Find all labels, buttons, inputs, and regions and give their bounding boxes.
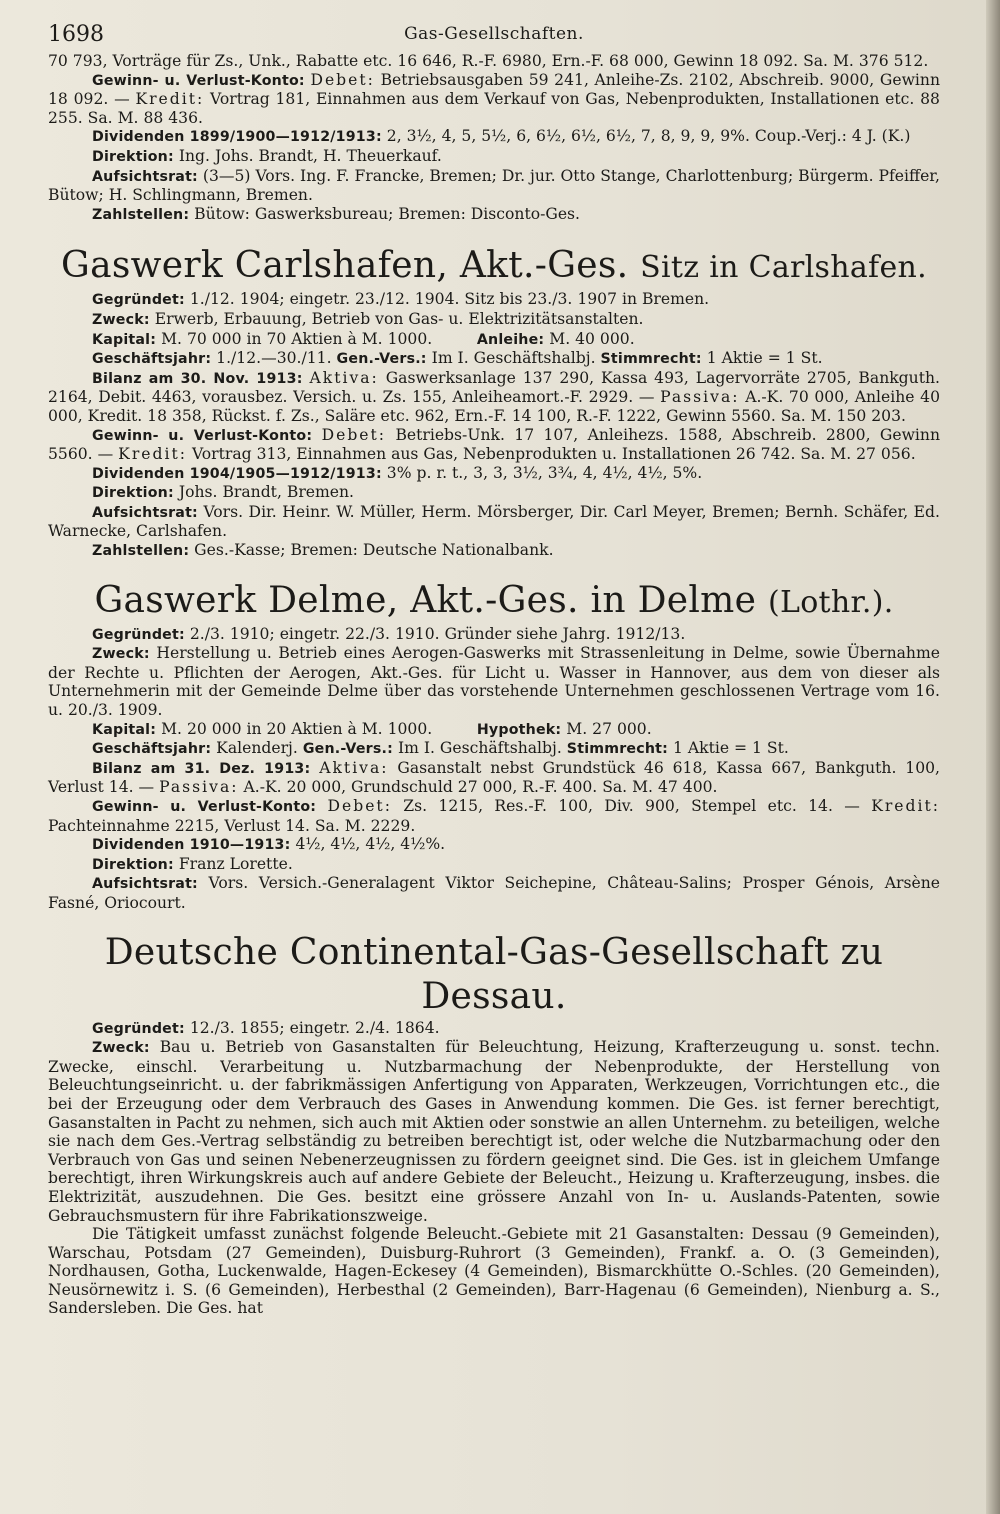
- capital: Kapital: M. 70 000 in 70 Aktien à M. 1000. Anleihe: M. 40 000.: [92, 329, 635, 348]
- company-title: Gaswerk Delme, Akt.-Ges. in Delme (Lothr.).: [94, 579, 894, 621]
- direction: Direktion: Johs. Brandt, Bremen.: [92, 483, 355, 502]
- activity-paragraph: Die Tätigkeit umfasst zunächst folgende Beleucht.-Gebiete mit 21 Gasanstalten: Dessau (9 Gemeinden), Warschau, Potsdam (27 Gemeinden), Duisburg-Ruhrort (3 Gemeinden), Frankf. a. O. (3 Gemeinden), Nordhausen, Gotha, Luckenwalde, Hagen-Eckesey (4 Gemeinden), Bismarckhütte O.-Schles. (20 Gemeinden), Neusörnewitz i. S. (6 Gemeinden), Herbesthal (2 Gemeinden), Barr-Hagenau (6 Gemeinden), Nienburg a. S., Sandersleben. Die Ges. hat: [48, 1225, 940, 1318]
- balance-sheet: Bilanz am 31. Dez. 1913: Aktiva: Gasanstalt nebst Grundstück 46 618, Kassa 667, Bankguth. 100, Verlust 14. — Passiva: A.-K. 20 000, Grundschuld 27 000, R.-F. 400. Sa. M. 47 400.: [48, 758, 941, 797]
- profit-loss: Gewinn- u. Verlust-Konto: Debet: Zs. 1215, Res.-F. 100, Div. 900, Stempel etc. 14. — Kredit: Pachteinnahme 2215, Verlust 14. Sa. M. 2229.: [48, 797, 941, 835]
- supervisory-board: Aufsichtsrat: Vors. Versich.-Generalagent Viktor Seichepine, Château-Salins; Prosper Génois, Arsène Fasné, Oriocourt.: [48, 874, 940, 912]
- prev-supervisory-board: Aufsichtsrat: (3—5) Vors. Ing. F. Francke, Bremen; Dr. jur. Otto Stange, Charlottenburg; Bürgerm. Pfeiffer, Bütow; H. Schlingmann, Bremen.: [48, 166, 940, 205]
- running-head-title: Gas-Gesellschaften.: [404, 24, 584, 44]
- company-title: Gaswerk Carlshafen, Akt.-Ges. Sitz in Carlshafen.: [61, 245, 927, 287]
- direction: Direktion: Franz Lorette.: [92, 854, 293, 873]
- prev-dividends: Dividenden 1899/1900—1912/1913: 2, 3½, 4, 5, 5½, 6, 6½, 6½, 6½, 7, 8, 9, 9, 9%. Coup.-Verj.: 4 J. (K.): [92, 127, 911, 146]
- purpose: Zweck: Bau u. Betrieb von Gasanstalten für Beleuchtung, Heizung, Krafterzeugung u. sonst. techn. Zwecke, einschl. Verarbeitung u. Nutzbarmachung der Nebenprodukte, der Herstellung von Beleuchtungseinricht. u. der fabrikmässigen Anfertigung von Apparaten, Werkzeugen, Vorrichtungen etc., die bei der Erzeugung oder dem Verbrauch des Gases in Anwendung kommen. Die Ges. ist ferner berechtigt, Gasanstalten in Pacht zu nehmen, sich auch mit Aktien oder sonstwie an allen Unternehm. zu beteiligen, welche sie nach dem Ges.-Vertrag selbständig zu betreiben berechtigt ist, oder welche die Nutzbarmachung oder den Verbrauch von Gas und seinen Nebenerzeugnissen zu fördern geeignet sind. Die Ges. ist in gleichem Umfange berechtigt, ihren Wirkungskreis auch auf andere Gebiete der Beleucht., Heizung u. Krafterzeugung, insbes. die Elektrizität, auszudehnen. Die Ges. besitzt eine grössere Anzahl von In- u. Auslands-Patenten, sowie Gebrauchsmustern für ihre Fabrikationszweige.: [48, 1038, 940, 1225]
- founded: Gegründet: 2./3. 1910; eingetr. 22./3. 1910. Gründer siehe Jahrg. 1912/13.: [92, 624, 686, 643]
- entry-gaswerk-delme: [48, 579, 940, 913]
- fiscal-year: Geschäftsjahr: 1./12.—30./11. Gen.-Vers.: Im I. Geschäftshalbj. Stimmrecht: 1 Aktie = 1 St.: [92, 349, 823, 368]
- founded: Gegründet: 12./3. 1855; eingetr. 2./4. 1864.: [92, 1018, 440, 1037]
- previous-entry-continuation: [48, 52, 940, 224]
- purpose: Zweck: Herstellung u. Betrieb eines Aerogen-Gaswerks mit Strassenleitung in Delme, sowie Übernahme der Rechte u. Pflichten der Aerogen, Akt.-Ges. für Licht u. Wasser in Hannover, aus dem von dieser als Unternehmerin mit der Gemeinde Delme über das vorstehende Unternehmen geschlossenen Vertrage vom 16. u. 20./3. 1909.: [48, 644, 940, 720]
- fiscal-year: Geschäftsjahr: Kalenderj. Gen.-Vers.: Im I. Geschäftshalbj. Stimmrecht: 1 Aktie = 1 St.: [92, 739, 789, 758]
- prev-profit-loss: Gewinn- u. Verlust-Konto: Debet: Betriebsausgaben 59 241, Anleihe-Zs. 2102, Abschreib. 9000, Gewinn 18 092. — Kredit: Vortrag 181, Einnahmen aus dem Verkauf von Gas, Nebenprodukten, Installationen etc. 88 255. Sa. M. 88 436.: [48, 70, 941, 127]
- paying-agents: Zahlstellen: Ges.-Kasse; Bremen: Deutsche Nationalbank.: [92, 541, 554, 560]
- entry-deutsche-continental-gas: [48, 931, 940, 1319]
- supervisory-board: Aufsichtsrat: Vors. Dir. Heinr. W. Müller, Herm. Mörsberger, Dir. Carl Meyer, Bremen; Bernh. Schäfer, Ed. Warnecke, Carlshafen.: [48, 502, 940, 541]
- book-spine-shadow: [986, 0, 1000, 1514]
- company-title: Deutsche Continental-Gas-Gesellschaft zu Dessau.: [104, 931, 884, 1017]
- prev-direction: Direktion: Ing. Johs. Brandt, H. Theuerkauf.: [92, 146, 442, 165]
- capital: Kapital: M. 20 000 in 20 Aktien à M. 1000. Hypothek: M. 27 000.: [92, 719, 652, 738]
- page-number: 1698: [48, 22, 104, 47]
- purpose: Zweck: Erwerb, Erbauung, Betrieb von Gas- u. Elektrizitätsanstalten.: [92, 309, 644, 328]
- dividends: Dividenden 1910—1913: 4½, 4½, 4½, 4½%.: [92, 835, 446, 854]
- running-head: [48, 18, 940, 52]
- prev-paying-agents: Zahlstellen: Bütow: Gaswerksbureau; Bremen: Disconto-Ges.: [92, 204, 581, 223]
- balance-sheet: Bilanz am 30. Nov. 1913: Aktiva: Gaswerksanlage 137 290, Kassa 493, Lagervorräte 2705, Bankguth. 2164, Debit. 4463, vorausbez. Versich. u. Zs. 155, Anleiheamort.-F. 2929. — Passiva: A.-K. 70 000, Anleihe 40 000, Kredit. 18 358, Rückst. f. Zs., Saläre etc. 962, Ern.-F. 14 100, R.-F. 1222, Gewinn 5560. Sa. M. 150 203.: [48, 368, 940, 425]
- founded: Gegründet: 1./12. 1904; eingetr. 23./12. 1904. Sitz bis 23./3. 1907 in Bremen.: [92, 290, 710, 309]
- dividends: Dividenden 1904/1905—1912/1913: 3% p. r. t., 3, 3, 3½, 3¾, 4, 4½, 4½, 5%.: [92, 463, 703, 482]
- entry-gaswerk-carlshafen: [48, 244, 940, 560]
- prev-balance-line: 70 793, Vorträge für Zs., Unk., Rabatte etc. 16 646, R.-F. 6980, Ern.-F. 68 000, Gewinn 18 092. Sa. M. 376 512.: [48, 52, 929, 70]
- profit-loss: Gewinn- u. Verlust-Konto: Debet: Betriebs-Unk. 17 107, Anleihezs. 1588, Abschreib. 2800, Gewinn 5560. — Kredit: Vortrag 313, Einnahmen aus Gas, Nebenprodukten u. Installationen 26 742. Sa. M. 27 056.: [48, 425, 941, 464]
